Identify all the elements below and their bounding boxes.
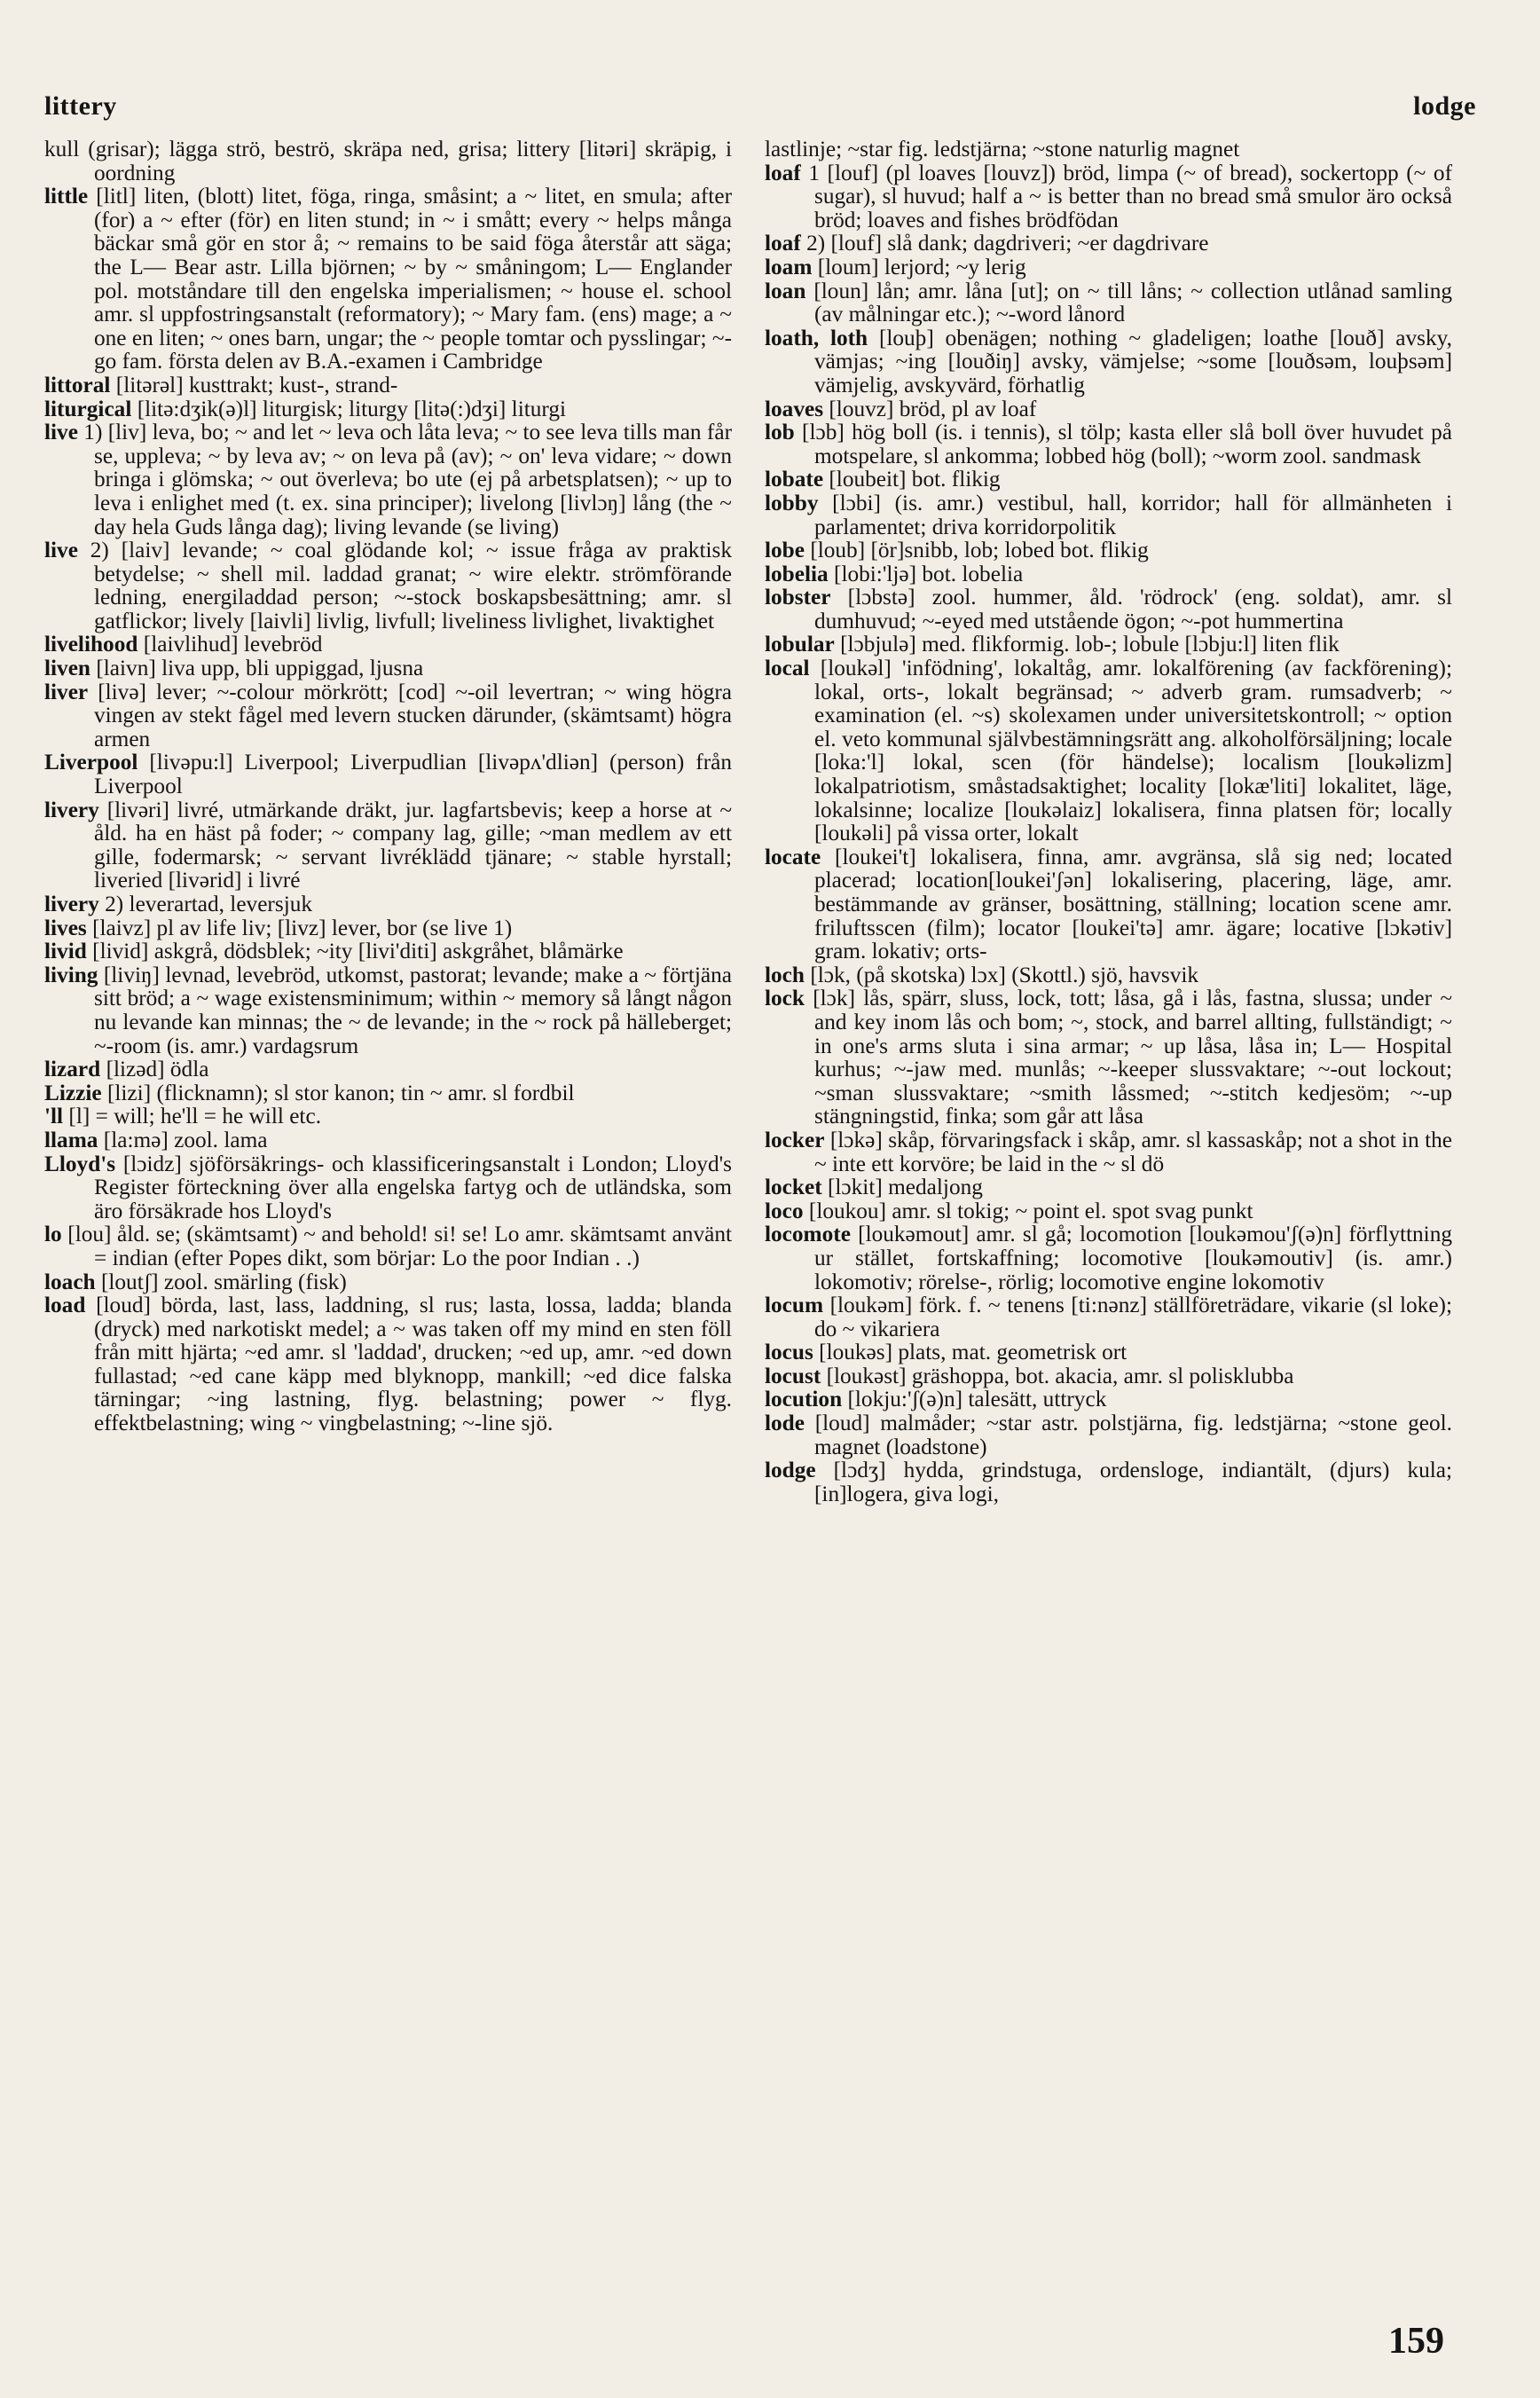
entry-definition: [livə] lever; ~-colour mörkrött; [cod] ~-oil levertran; ~ wing högra vingen av stekt fågel med levern stucken därunder, (skämtsamt) högra armen: [94, 679, 733, 751]
dictionary-entry: [765, 1341, 1452, 1364]
entry-definition: 1 [louf] (pl loaves [louvz]) bröd, limpa (~ of bread), sockertopp (~ of sugar), sl huvud; half a ~ is better than no bread små smulor äro också bröd; loaves and fishes brödfödan: [808, 160, 1452, 232]
entry-headword: live: [44, 420, 78, 445]
entry-definition: 2) [laiv] levande; ~ coal glödande kol; ~ issue fråga av praktisk betydelse; ~ shell mil. laddad granat; ~ wire elektr. strömförande ledning, energiladdad person; ~-stock boskapsbesättning; amr. sl gatflickor; lively [laivli] livlig, livfull; liveliness livlighet, livaktighet: [90, 538, 732, 633]
right-column: [765, 138, 1452, 1506]
entry-definition: [laivn] liva upp, bli uppiggad, ljusna: [96, 656, 424, 681]
dictionary-entry: [765, 987, 1452, 1128]
entry-definition: [laivz] pl av life liv; [livz] lever, bor (se live 1): [92, 915, 513, 940]
entry-definition: [loukəmout] amr. sl gå; locomotion [loukəmou'ʃ(ə)n] förflyttning ur stället, fortskaffning; locomotive [loukəmoutiv] (is. amr.) lokomotiv; rörelse-, rörlig; locomotive engine lokomotiv: [814, 1222, 1452, 1294]
entry-definition: [livəri] livré, utmärkande dräkt, jur. lagfartsbevis; keep a horse at ~ åld. ha en häst på foder; ~ company lag, gille; ~man medlem av ett gille, fodermarsk; ~ servant livréklädd tjänare; ~ stable hyrstall; liveried [livərid] i livré: [94, 797, 733, 893]
entry-headword: loaves: [765, 396, 824, 421]
entry-headword: loch: [765, 962, 805, 987]
entry-headword: livery: [44, 797, 99, 822]
entry-headword: llama: [44, 1127, 98, 1152]
entry-headword: locum: [765, 1293, 824, 1318]
dictionary-entry: [44, 1128, 732, 1152]
entry-definition: [l] = will; he'll = he will etc.: [68, 1104, 322, 1129]
dictionary-entry: [765, 1293, 1452, 1341]
entry-definition: [lɔkit] medaljong: [827, 1175, 983, 1200]
entry-definition: [loukəm] förk. f. ~ tenens [ti:nənz] ställföreträdare, vikarie (sl loke); do ~ vikariera: [814, 1293, 1453, 1341]
dictionary-entry: [44, 1293, 732, 1435]
entry-definition: [lou] åld. se; (skämtsamt) ~ and behold! si! se! Lo amr. skämtsamt använt = indian (efter Popes dikt, som börjar: Lo the poor Indian . .): [67, 1222, 732, 1270]
entry-headword: loco: [765, 1198, 804, 1223]
left-guide-word: littery: [44, 91, 117, 121]
dictionary-entry: [765, 397, 1452, 421]
dictionary-entry: [765, 1223, 1452, 1293]
right-guide-word: lodge: [1413, 91, 1476, 121]
entry-headword: loam: [765, 254, 813, 279]
entry-headword: livid: [44, 939, 87, 964]
entry-definition: [lɔk] lås, spärr, sluss, lock, tott; låsa, gå i lås, fastna, slussa; under ~ and key inom lås och bom; ~, stock, and barrel allting, fullständigt; ~ in one's arms sluta i sina armar; ~ up låsa, låsa in; L— Hospital kurhus; ~-jaw med. munlås; ~-keeper slussvaktare; ~-out lockout; ~sman slussvaktare; ~smith låssmed; ~-stitch kedjesöm; ~-up stängningstid, finka; som går att låsa: [813, 986, 1453, 1129]
entry-definition: [loukəl] 'infödning', lokaltåg, amr. lokalförening (av fackförening); lokal, orts-, lokalt begränsad; ~ adverb gram. rumsadverb; ~ examination (el. ~s) skolexamen under universitetskontroll; ~ option el. veto kommunal självbestämningsrätt ang. alkoholförsäljning; locale [loka:'l] lokal, scen (för händelse); localism [loukəlizm] lokalpatriotism, småstadsaktighet; locality [lokæ'liti] lokalitet, läge, lokalsinne; localize [loukəlaiz] lokalisera, finna platsen för; locally [loukəli] på vissa orter, lokalt: [814, 656, 1452, 846]
entry-headword: lives: [44, 915, 87, 940]
entry-definition: [livəpu:l] Liverpool; Liverpudlian [livəpʌ'dliən] (person) från Liverpool: [94, 750, 732, 799]
entry-headword: Lloyd's: [44, 1151, 116, 1176]
entry-headword: liven: [44, 656, 91, 681]
dictionary-entry: [765, 1458, 1452, 1506]
left-column: [44, 138, 732, 1435]
entry-headword: lizard: [44, 1057, 101, 1082]
dictionary-entry: [44, 751, 732, 798]
entry-definition: 2) leverartad, leversjuk: [105, 892, 313, 916]
entry-definition: [loukou] amr. sl tokig; ~ point el. spot svag punkt: [808, 1198, 1253, 1223]
entry-definition: [loubeit] bot. flikig: [829, 467, 1001, 492]
dictionary-entry: [765, 326, 1452, 397]
dictionary-entry: [44, 940, 732, 963]
entry-headword: littoral: [44, 372, 111, 397]
dictionary-entry: [765, 256, 1452, 279]
dictionary-entry: [765, 1128, 1452, 1175]
entry-definition: [loukəs] plats, mat. geometrisk ort: [819, 1340, 1128, 1365]
entry-definition: [livid] askgrå, dödsblek; ~ity [livi'diti] askgråhet, blåmärke: [92, 939, 624, 964]
dictionary-entry: [44, 798, 732, 892]
entry-definition: [lizi] (flicknamn); sl stor kanon; tin ~ amr. sl fordbil: [106, 1080, 575, 1105]
entry-headword: locker: [765, 1127, 825, 1152]
entry-definition: [litə:dʒik(ə)l] liturgisk; liturgy [litə(:)dʒi] liturgi: [137, 396, 567, 421]
dictionary-entry: [44, 963, 732, 1057]
dictionary-entry: [765, 279, 1452, 326]
dictionary-entry: [44, 1057, 732, 1081]
entry-headword: livelihood: [44, 632, 138, 657]
entry-headword: loach: [44, 1269, 96, 1294]
entry-definition: [loukei't] lokalisera, finna, amr. avgränsa, slå sig ned; located placerad; location[loukei'ʃən] lokalisering, placering, läge, amr. bestämmande av gränser, bosättning, ställning; location scene amr. friluftsscen (film); locator [loukei'tə] amr. ägare; locative [lɔkətiv] gram. lokativ; orts-: [814, 844, 1452, 964]
dictionary-entry: [44, 1270, 732, 1294]
entry-headword: little: [44, 184, 89, 209]
dictionary-entry: [44, 397, 732, 421]
dictionary-entry: [44, 680, 732, 751]
dictionary-entry: [44, 138, 732, 185]
dictionary-entry: [765, 586, 1452, 633]
entry-headword: lo: [44, 1222, 62, 1247]
entry-definition: [loud] malmåder; ~star astr. polstjärna, fig. ledstjärna; ~stone geol. magnet (loadstone): [814, 1411, 1453, 1459]
entry-headword: lob: [765, 420, 795, 445]
entry-headword: lobular: [765, 632, 835, 657]
entry-definition: [lɔbi] (is. amr.) vestibul, hall, korridor; hall för allmänheten i parlamentet; driva korridorpolitik: [814, 490, 1453, 539]
dictionary-entry: [44, 539, 732, 633]
entry-definition: 2) [louf] slå dank; dagdriveri; ~er dagdrivare: [806, 231, 1209, 256]
dictionary-entry: [44, 185, 732, 373]
dictionary-entry: [765, 468, 1452, 491]
entry-definition: [lobi:'ljə] bot. lobelia: [834, 561, 1024, 586]
entry-headword: Liverpool: [44, 750, 138, 775]
entry-definition: [liviŋ] levnad, levebröd, utkomst, pastorat; levande; make a ~ förtjäna sitt bröd; a ~ wage existensminimum; within ~ memory så långt någon nu levande kan minnas; the ~ de levande; in the ~ rock på hälleberget; ~-room (is. amr.) vardagsrum: [94, 962, 732, 1058]
entry-headword: Lizzie: [44, 1080, 102, 1105]
dictionary-entry: [44, 633, 732, 657]
entry-definition: [lɔidz] sjöförsäkrings- och klassificeringsanstalt i London; Lloyd's Register förteckning över alla engelska fartyg och de utländska, som äro försäkrade hos Lloyd's: [94, 1151, 732, 1223]
entry-definition: [la:mə] zool. lama: [103, 1127, 268, 1152]
dictionary-entry: [765, 1411, 1452, 1458]
entry-headword: lobe: [765, 538, 805, 563]
dictionary-entry: [44, 892, 732, 916]
entry-headword: lobby: [765, 490, 819, 515]
dictionary-entry: [765, 633, 1452, 657]
entry-definition: [loun] lån; amr. låna [ut]; on ~ till låns; ~ collection utlånad samling (av målningar etc.); ~-word lånord: [813, 278, 1453, 327]
entry-headword: locomote: [765, 1222, 851, 1247]
entry-headword: lobate: [765, 467, 824, 492]
entry-headword: lobster: [765, 585, 831, 610]
entry-definition: [loub] [ör]snibb, lob; lobed bot. flikig: [810, 538, 1149, 563]
entry-definition: [loud] börda, last, lass, laddning, sl rus; lasta, lossa, ladda; blanda (dryck) med narkotiskt medel; a ~ was taken off my mind en sten föll från mitt hjärta; ~ed amr. sl 'laddad', drucken; ~ed up, amr. ~ed down fullastad; ~ed cane käpp med blyknopp, mankill; ~ed dice falska tärningar; ~ing lastning, flyg. belastning; power ~ flyg. effektbelastning; wing ~ vingbelastning; ~-line sjö.: [94, 1293, 733, 1436]
dictionary-entry: [44, 1152, 732, 1223]
entry-definition: kull (grisar); lägga strö, beströ, skräpa ned, grisa; littery [litəri] skräpig, i oordning: [44, 137, 732, 185]
entry-definition: [lokju:'ʃ(ə)n] talesätt, uttryck: [847, 1387, 1107, 1412]
entry-headword: loaf: [765, 160, 801, 185]
dictionary-entry: [765, 1388, 1452, 1411]
dictionary-entry: [44, 1081, 732, 1105]
dictionary-entry: [765, 1199, 1452, 1223]
entry-headword: load: [44, 1293, 86, 1318]
entry-definition: [lɔb] hög boll (is. i tennis), sl tölp; kasta eller slå boll över huvudet på motspelare, sl ankomma; lobbed hög (boll); ~worm zool. sandmask: [802, 420, 1452, 468]
dictionary-entry: [765, 491, 1452, 539]
entry-headword: locust: [765, 1363, 821, 1388]
dictionary-entry: [44, 1223, 732, 1270]
entry-headword: lock: [765, 986, 805, 1011]
entry-definition: [louvz] bröd, pl av loaf: [829, 396, 1037, 421]
dictionary-entry: [765, 138, 1452, 161]
entry-headword: lobelia: [765, 561, 829, 586]
entry-headword: loan: [765, 278, 806, 303]
page-number: 159: [1388, 2321, 1444, 2362]
entry-headword: livery: [44, 892, 99, 916]
dictionary-entry: [765, 161, 1452, 232]
entry-definition: [louþ] obenägen; nothing ~ gladeligen; loathe [louð] avsky, vämjas; ~ing [louðiŋ] avsky, vämjelse; ~some [louðsəm, louþsəm] vämjelig, avskyvärd, förhatlig: [814, 325, 1453, 397]
dictionary-entry: [765, 1175, 1452, 1199]
entry-headword: lode: [765, 1411, 805, 1436]
entry-headword: liver: [44, 679, 89, 704]
entry-definition: [litl] liten, (blott) litet, föga, ringa, småsint; a ~ litet, en smula; after (for) a ~ efter (för) en liten stund; in ~ i smått; every ~ helps många bäckar små gör en stor å; ~ remains to be said föga återstår att säga; the L— Bear astr. Lilla björnen; ~ by ~ småningom; L— Englander pol. motståndare till den engelska imperialismen; ~ house el. school amr. sl uppfostringsanstalt (reformatory); ~ Mary fam. (ens) mage; a ~ one en liten; ~ ones barn, ungar; the ~ people tomtar och pysslingar; ~-go fam. första delen av B.A.-examen i Cambridge: [94, 184, 732, 374]
dictionary-entry: [44, 421, 732, 539]
entry-definition: [litərəl] kusttrakt; kust-, strand-: [115, 372, 398, 397]
entry-headword: loath, loth: [765, 325, 868, 350]
entry-definition: [lɔk, (på skotska) lɔx] (Skottl.) sjö, havsvik: [810, 962, 1199, 987]
dictionary-entry: [765, 1364, 1452, 1388]
entry-headword: locus: [765, 1340, 813, 1365]
entry-headword: liturgical: [44, 396, 132, 421]
entry-headword: locution: [765, 1387, 843, 1412]
entry-headword: locket: [765, 1175, 822, 1200]
entry-headword: 'll: [44, 1104, 64, 1129]
entry-headword: live: [44, 538, 78, 563]
entry-definition: lastlinje; ~star fig. ledstjärna; ~stone naturlig magnet: [765, 137, 1240, 161]
dictionary-entry: [44, 373, 732, 397]
dictionary-entry: [44, 657, 732, 680]
dictionary-entry: [765, 845, 1452, 963]
entry-definition: [lɔbjulə] med. flikformig. lob-; lobule [lɔbju:l] liten flik: [840, 632, 1340, 657]
entry-definition: [loum] lerjord; ~y lerig: [817, 254, 1026, 279]
entry-headword: loaf: [765, 231, 801, 256]
entry-definition: [lizəd] ödla: [106, 1057, 209, 1082]
dictionary-entry: [765, 562, 1452, 586]
entry-definition: [lɔbstə] zool. hummer, åld. 'rödrock' (eng. soldat), amr. sl dumhuvud; ~-eyed med utstående ögon; ~-pot hummertina: [814, 585, 1453, 633]
entry-definition: [loutʃ] zool. smärling (fisk): [100, 1269, 347, 1294]
dictionary-entry: [765, 539, 1452, 562]
dictionary-entry: [765, 232, 1452, 256]
entry-headword: lodge: [765, 1458, 816, 1483]
entry-definition: [lɔdʒ] hydda, grindstuga, ordensloge, indiantält, (djurs) kula; [in]logera, giva logi,: [814, 1458, 1453, 1506]
dictionary-entry: [765, 421, 1452, 468]
entry-definition: [laivlihud] levebröd: [143, 632, 323, 657]
dictionary-entry: [44, 916, 732, 940]
dictionary-entry: [44, 1105, 732, 1128]
entry-headword: locate: [765, 844, 821, 869]
dictionary-entry: [765, 963, 1452, 987]
dictionary-entry: [765, 657, 1452, 845]
entry-definition: 1) [liv] leva, bo; ~ and let ~ leva och låta leva; ~ to see leva tills man får se, uppleva; ~ by leva av; ~ on leva på (av); ~ on' leva vidare; ~ down bringa i glömska; ~ out överleva; bo ute (ej på arbetsplatsen); ~ up to leva i enlighet med (t. ex. sina principer); livelong [livlɔŋ] lång (the ~ day hela Guds långa dag); living levande (se living): [83, 420, 732, 539]
entry-definition: [loukəst] gräshoppa, bot. akacia, amr. sl polisklubba: [826, 1363, 1294, 1388]
entry-headword: living: [44, 962, 98, 987]
entry-definition: [lɔkə] skåp, förvaringsfack i skåp, amr. sl kassaskåp; not a shot in the ~ inte ett korvöre; be laid in the ~ sl dö: [814, 1127, 1452, 1176]
entry-headword: local: [765, 656, 810, 681]
